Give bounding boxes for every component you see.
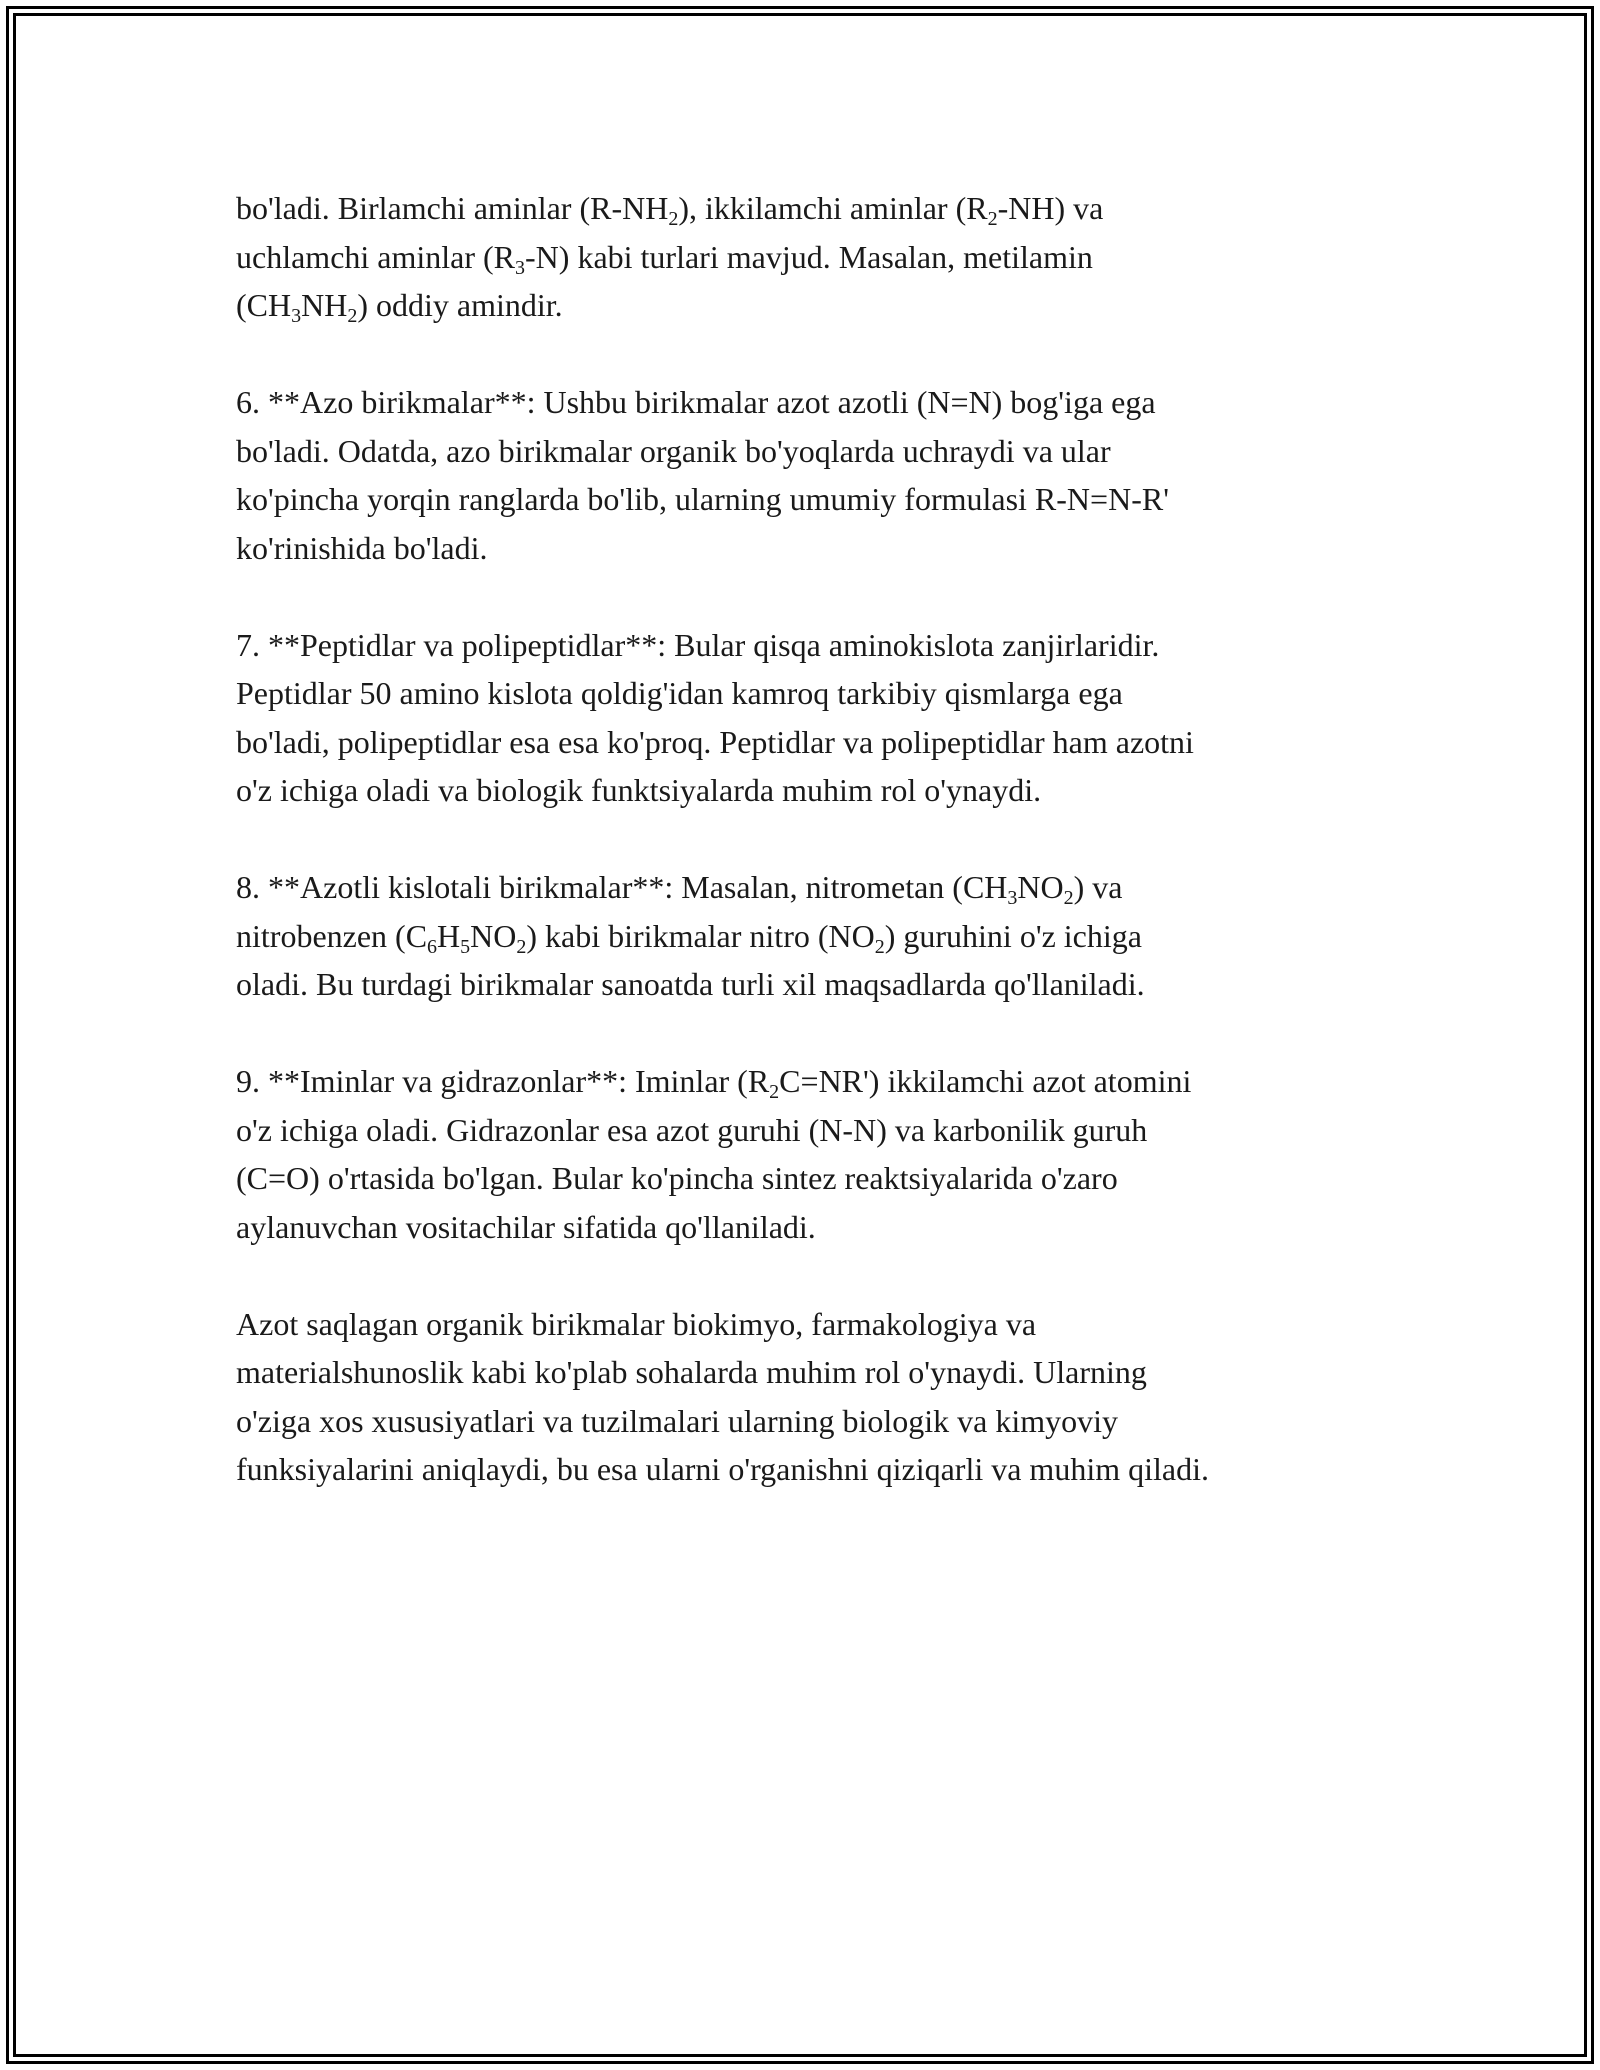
text-run: ) kabi birikmalar nitro (NO xyxy=(526,917,875,954)
text-run: materialshunoslik kabi ko'plab sohalarda muhim rol o'ynaydi. Ularning xyxy=(236,1354,1147,1390)
paragraph-nitro-compounds xyxy=(236,863,1396,1009)
subscript: 2 xyxy=(1063,887,1074,909)
text-run: -N) kabi turlari mavjud. Masalan, metilamin xyxy=(525,238,1093,275)
text-run: NO xyxy=(1017,869,1064,905)
text-line xyxy=(236,1057,1396,1106)
text-run: o'z ichiga oladi. Gidrazonlar esa azot guruhi (N-N) va karbonilik guruh xyxy=(236,1111,1148,1148)
text-line xyxy=(236,1300,1396,1349)
subscript: 2 xyxy=(874,935,885,958)
text-run: nitrobenzen (C xyxy=(236,917,428,954)
text-line xyxy=(236,184,1396,233)
text-run: funksiyalarini aniqlaydi, bu esa ularni o'rganishni qiziqarli va muhim qiladi. xyxy=(236,1451,1209,1487)
text-run: H xyxy=(437,917,461,954)
subscript: 2 xyxy=(668,208,679,230)
text-line xyxy=(236,233,1396,282)
text-run: o'ziga xos xususiyatlari va tuzilmalari ularning biologik va kimyoviy xyxy=(236,1402,1119,1439)
text-line xyxy=(236,427,1396,476)
text-line xyxy=(236,524,1396,573)
subscript: 6 xyxy=(427,935,438,958)
text-run: NH xyxy=(301,287,348,323)
text-run: NO xyxy=(470,917,517,954)
text-run: ), ikkilamchi aminlar (R xyxy=(678,190,988,226)
text-run: oladi. Bu turdagi birikmalar sanoatda turli xil maqsadlarda qo'llaniladi. xyxy=(236,966,1145,1002)
text-line xyxy=(236,1106,1396,1155)
text-run: 8. **Azotli kislotali birikmalar**: Masalan, nitrometan (CH xyxy=(236,869,1008,905)
text-run: -NH) va xyxy=(997,190,1104,226)
text-run: ) guruhini o'z ichiga xyxy=(884,917,1142,954)
text-line xyxy=(236,475,1396,524)
text-run: C=NR') ikkilamchi azot atomini xyxy=(779,1063,1192,1099)
text-line xyxy=(236,621,1396,670)
text-run: (C=O) o'rtasida bo'lgan. Bular ko'pincha sintez reaktsiyalarida o'zaro xyxy=(236,1160,1118,1196)
text-run: ko'pincha yorqin ranglarda bo'lib, ularning umumiy formulasi R-N=N-R' xyxy=(236,481,1169,517)
text-line xyxy=(236,378,1396,427)
text-run: (CH xyxy=(236,287,292,323)
text-line xyxy=(236,1445,1396,1494)
text-line xyxy=(236,281,1396,330)
paragraph-peptides xyxy=(236,621,1396,815)
text-line xyxy=(236,912,1396,961)
text-run: bo'ladi. Birlamchi aminlar (R-NH xyxy=(236,190,669,226)
text-line xyxy=(236,1154,1396,1203)
subscript: 3 xyxy=(1007,887,1018,909)
text-run: o'z ichiga oladi va biologik funktsiyalarda muhim rol o'ynaydi. xyxy=(236,772,1042,808)
subscript: 2 xyxy=(347,305,358,327)
paragraph-azo-compounds xyxy=(236,378,1396,572)
subscript: 3 xyxy=(515,256,526,279)
text-run: ) oddiy amindir. xyxy=(357,287,563,323)
paragraph-amines xyxy=(236,184,1396,330)
text-run: bo'ladi, polipeptidlar esa esa ko'proq. Peptidlar va polipeptidlar ham azotni xyxy=(236,723,1194,760)
text-line xyxy=(236,766,1396,815)
paragraph-conclusion xyxy=(236,1300,1396,1494)
subscript: 2 xyxy=(516,935,527,958)
text-run: bo'ladi. Odatda, azo birikmalar organik bo'yoqlarda uchraydi va ular xyxy=(236,432,1111,469)
text-run: 7. **Peptidlar va polipeptidlar**: Bular qisqa aminokislota zanjirlaridir. xyxy=(236,626,1160,663)
text-run: ) va xyxy=(1073,869,1123,905)
text-run: aylanuvchan vositachilar sifatida qo'llaniladi. xyxy=(236,1208,816,1245)
text-line xyxy=(236,718,1396,767)
text-run: ko'rinishida bo'ladi. xyxy=(236,529,488,566)
text-line xyxy=(236,1348,1396,1397)
text-line xyxy=(236,669,1396,718)
subscript: 5 xyxy=(460,935,471,958)
document-body xyxy=(236,184,1396,1494)
subscript: 2 xyxy=(987,208,998,230)
text-run: Azot saqlagan organik birikmalar biokimyo, farmakologiya va xyxy=(236,1305,1037,1342)
subscript: 2 xyxy=(769,1081,780,1103)
text-line xyxy=(236,1203,1396,1252)
text-line xyxy=(236,960,1396,1009)
text-line xyxy=(236,863,1396,912)
paragraph-imines-hydrazones xyxy=(236,1057,1396,1251)
text-run: 9. **Iminlar va gidrazonlar**: Iminlar (R xyxy=(236,1063,770,1099)
subscript: 3 xyxy=(291,305,302,327)
text-run: Peptidlar 50 amino kislota qoldig'idan kamroq tarkibiy qismlarga ega xyxy=(236,675,1123,711)
text-line xyxy=(236,1397,1396,1446)
text-run: 6. **Azo birikmalar**: Ushbu birikmalar azot azotli (N=N) bog'iga ega xyxy=(236,384,1156,420)
text-run: uchlamchi aminlar (R xyxy=(236,238,516,275)
